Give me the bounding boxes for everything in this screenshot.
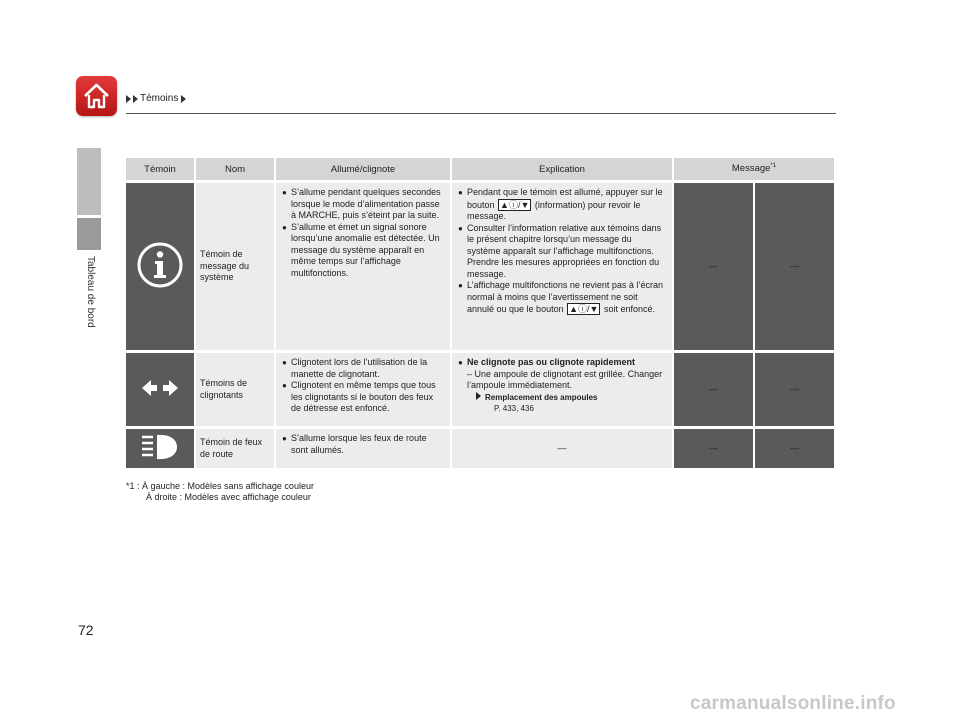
side-tab-decoration bbox=[77, 148, 101, 215]
list-item: ● Consulter l’information relative aux témoins dans le présent chapitre lorsqu’un message du système apparaît sur l’affichage multifonctions. Prendre les mesures appropriées en fonction du message. bbox=[458, 223, 666, 281]
side-tab-marker bbox=[77, 218, 101, 250]
table-header-row bbox=[126, 158, 836, 180]
explanation-cell bbox=[452, 180, 674, 350]
table-row bbox=[126, 350, 836, 426]
home-icon bbox=[82, 82, 111, 110]
page-number: 72 bbox=[78, 622, 94, 638]
explanation-value: — bbox=[452, 426, 674, 468]
indicator-cell bbox=[126, 350, 196, 426]
header-temoin: Témoin bbox=[126, 158, 196, 180]
on-flash-cell bbox=[276, 350, 452, 426]
list-item: ● Ne clignote pas ou clignote rapidement – Une ampoule de clignotant est grillée. Changer l’ampoule immédiatement. bbox=[458, 357, 666, 392]
turn-signal-icon bbox=[140, 377, 180, 399]
list-item: ● S’allume lorsque les feux de route sont allumés. bbox=[282, 433, 444, 456]
breadcrumb-arrow-icon bbox=[126, 95, 131, 103]
list-item: ● Pendant que le témoin est allumé, appuyer sur le bouton ▲ⓘ/▼ (information) pour revoir le message. bbox=[458, 187, 666, 223]
header-nom: Nom bbox=[196, 158, 276, 180]
message-value: — bbox=[755, 180, 836, 350]
list-item: ● L’affichage multifonctions ne revient pas à l’écran normal à moins que l’avertissement ne soit annulé ou que le bouton ▲ⓘ/▼ soit enfoncé. bbox=[458, 280, 666, 316]
breadcrumb-arrow-icon bbox=[133, 95, 138, 103]
footnote-line: À droite : Modèles avec affichage couleur bbox=[146, 492, 311, 502]
table-row bbox=[126, 426, 836, 468]
high-beam-icon bbox=[140, 432, 180, 462]
info-icon bbox=[137, 242, 183, 288]
on-flash-cell bbox=[276, 426, 452, 468]
on-flash-cell bbox=[276, 180, 452, 350]
header-message: Message$^{*1}$ bbox=[674, 158, 836, 180]
message-value: — bbox=[755, 426, 836, 468]
explanation-cell bbox=[452, 350, 674, 426]
footnote bbox=[126, 481, 314, 503]
message-value: — bbox=[674, 350, 755, 426]
indicator-table bbox=[126, 158, 836, 468]
breadcrumb-label: Témoins bbox=[140, 93, 179, 104]
list-item: ● S’allume pendant quelques secondes lorsque le mode d’alimentation passe à MARCHE, puis s’éteint par la suite. bbox=[282, 187, 444, 222]
breadcrumb[interactable] bbox=[126, 93, 187, 104]
header-allume: Allumé/clignote bbox=[276, 158, 452, 180]
info-button-icon: ▲ⓘ/▼ bbox=[569, 304, 599, 314]
header-divider bbox=[126, 113, 836, 114]
header-explication: Explication bbox=[452, 158, 674, 180]
message-value: — bbox=[755, 350, 836, 426]
list-item: ● Clignotent en même temps que tous les clignotants si le bouton des feux de détresse est enfoncé. bbox=[282, 380, 444, 415]
message-value: — bbox=[674, 180, 755, 350]
home-button[interactable] bbox=[76, 76, 117, 116]
watermark: carmanualsonline.info bbox=[690, 693, 896, 714]
cross-reference-link[interactable]: Remplacement des ampoules P. 433, 436 bbox=[458, 392, 666, 415]
list-item: ● S’allume et émet un signal sonore lorsqu’une anomalie est détectée. Un message du système apparaît en même temps sur l’affichage multifonctions. bbox=[282, 222, 444, 280]
indicator-cell bbox=[126, 426, 196, 468]
indicator-name: Témoins de clignotants bbox=[196, 350, 276, 426]
indicator-name: Témoin de feux de route bbox=[196, 426, 276, 468]
breadcrumb-arrow-icon bbox=[181, 95, 186, 103]
info-button-icon: ▲ⓘ/▼ bbox=[500, 199, 530, 210]
link-arrow-icon bbox=[476, 392, 481, 400]
footnote-line: *1 : À gauche : Modèles sans affichage couleur bbox=[126, 481, 314, 491]
message-value: — bbox=[674, 426, 755, 468]
list-item: ● Clignotent lors de l’utilisation de la manette de clignotant. bbox=[282, 357, 444, 380]
side-section-label: Tableau de bord bbox=[85, 256, 96, 328]
table-row bbox=[126, 180, 836, 350]
indicator-cell bbox=[126, 180, 196, 350]
indicator-name: Témoin de message du système bbox=[196, 180, 276, 350]
